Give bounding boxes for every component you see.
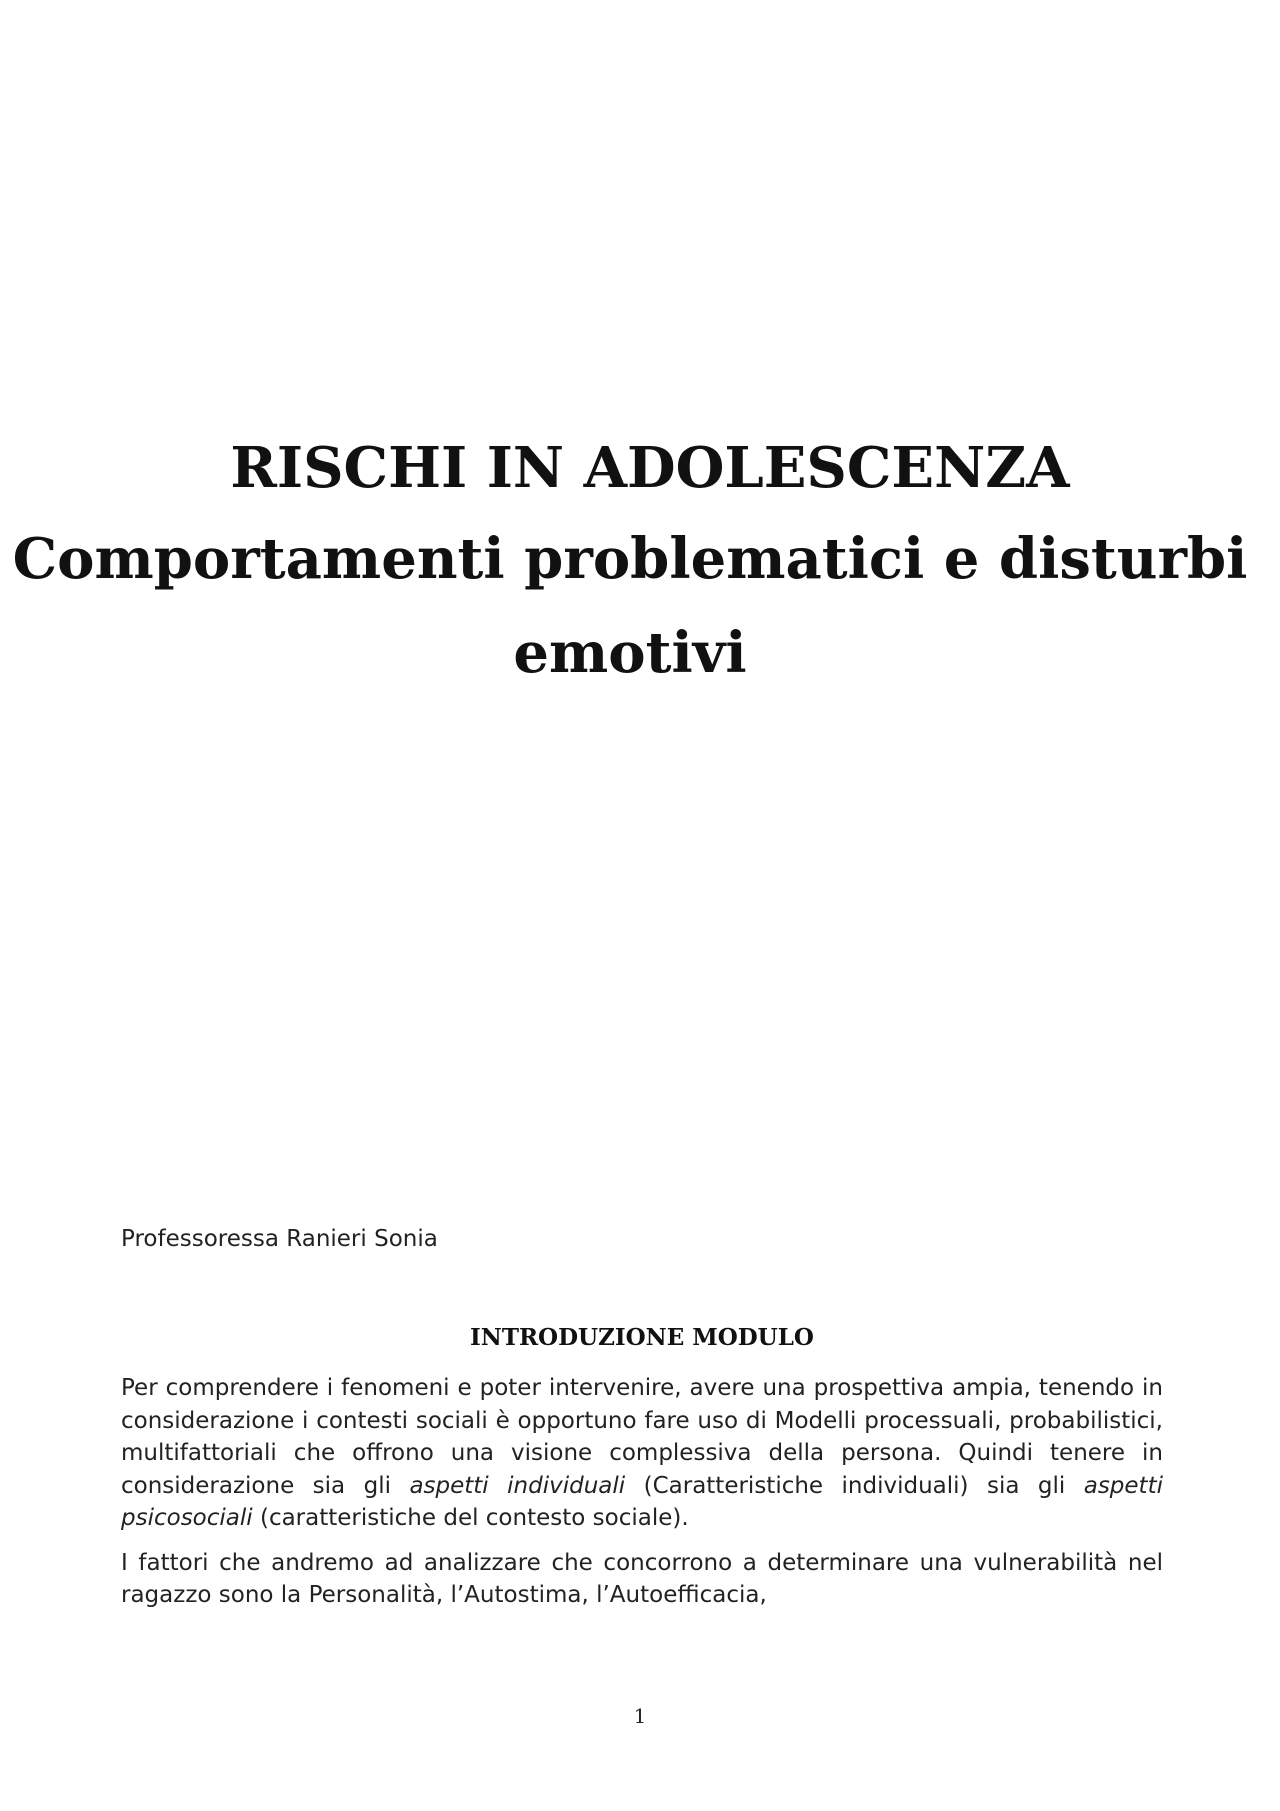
author-line: Professoressa Ranieri Sonia (121, 1226, 438, 1252)
paragraph-1 (121, 1372, 1163, 1535)
section-heading: INTRODUZIONE MODULO (470, 1324, 814, 1351)
page-number: 1 (633, 1704, 647, 1728)
paragraph-2: I fattori che andremo ad analizzare che concorrono a determinare una vulnerabilità nel ragazzo sono la Personalità, l’Autostima, l’Autoefficacia, (121, 1549, 1163, 1608)
body-text (121, 1372, 1163, 1624)
paragraph-1-text-b: (Caratteristiche individuali) sia gli (625, 1472, 1084, 1499)
paragraph-1-emphasis-psychosocial: aspetti psicosociali (121, 1472, 1163, 1531)
paragraph-1-emphasis-individual: aspetti individuali (409, 1472, 626, 1499)
paragraph-1-text-c: (caratteristiche del contesto sociale). (252, 1505, 689, 1531)
document-title: RISCHI IN ADOLESCENZA (230, 435, 1070, 501)
title-block (0, 430, 1280, 700)
document-subtitle: Comportamenti problematici e disturbi emotivi (12, 526, 1248, 686)
paragraph-1-text-a: Per comprendere i fenomeni e poter intervenire, avere una prospettiva ampia, tenendo in considerazione i contesti sociali è opportuno fare uso di Modelli processuali, probabilistici, multifattoriali che offrono una visione complessiva della persona. Quindi tenere in considerazione sia gli (121, 1375, 1163, 1499)
